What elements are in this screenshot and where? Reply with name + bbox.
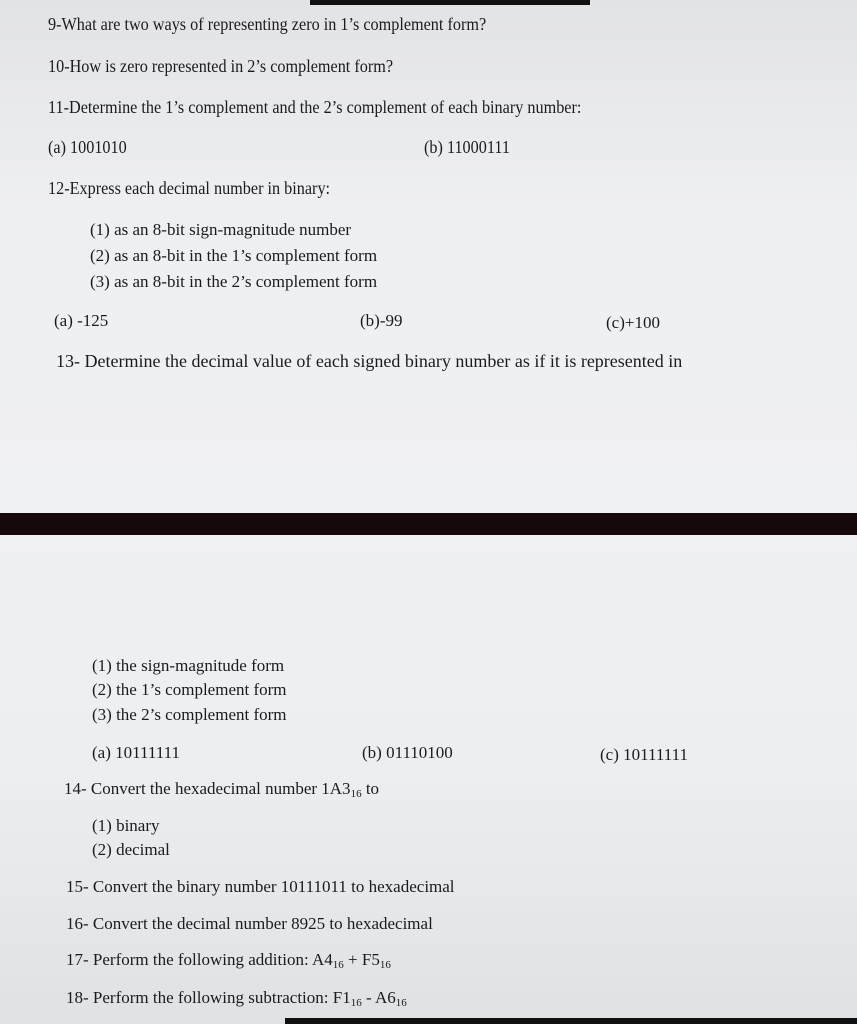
question-11-b: (b) 11000111 (424, 137, 510, 157)
question-13: 13- Determine the decimal value of each signed binary number as if it is represented in (56, 351, 683, 371)
q14-subscript: 16 (350, 788, 362, 800)
q18-subscript-1: 16 (350, 997, 362, 1009)
q14-text-end: to (361, 779, 380, 798)
question-12-item-2: (2) as an 8-bit in the 1’s complement form (90, 246, 378, 265)
screen-bottom-bar (285, 1018, 857, 1024)
question-14-item-2: (2) decimal (92, 840, 170, 859)
question-16: 16- Convert the decimal number 8925 to hexadecimal (66, 914, 433, 933)
q14-text: 14- Convert the hexadecimal number 1A3 (64, 779, 351, 798)
q18-subscript-2: 16 (395, 997, 407, 1009)
question-13-a: (a) 10111111 (92, 743, 180, 762)
q18-text: 18- Perform the following subtraction: F1 (66, 988, 351, 1007)
question-15: 15- Convert the binary number 10111011 to hexadecimal (66, 877, 455, 896)
question-12-a: (a) -125 (54, 311, 109, 330)
question-13-b: (b) 01110100 (362, 743, 453, 762)
q17-text: 17- Perform the following addition: A4 (66, 950, 333, 969)
question-13-c: (c) 10111111 (600, 745, 688, 764)
question-14-item-1: (1) binary (92, 816, 160, 835)
question-12-item-3: (3) as an 8-bit in the 2’s complement form (90, 272, 378, 291)
q17-subscript-1: 16 (332, 959, 344, 971)
question-13-item-3: (3) the 2’s complement form (92, 705, 287, 724)
page-separator-band (0, 513, 857, 535)
question-11-a: (a) 1001010 (48, 137, 127, 157)
question-18 (66, 988, 407, 1013)
q17-text-mid: + F5 (343, 950, 380, 969)
question-14 (64, 779, 379, 804)
question-12-b: (b)-99 (360, 311, 403, 330)
q17-subscript-2: 16 (379, 959, 391, 971)
question-10: 10-How is zero represented in 2’s complement form? (48, 56, 394, 76)
question-17 (66, 950, 391, 975)
screen-top-bezel (310, 0, 590, 5)
question-13-item-2: (2) the 1’s complement form (92, 680, 287, 699)
question-13-item-1: (1) the sign-magnitude form (92, 656, 285, 675)
question-12-item-1: (1) as an 8-bit sign-magnitude number (90, 220, 352, 239)
q18-text-mid: - A6 (361, 988, 396, 1007)
question-11: 11-Determine the 1’s complement and the 2’s complement of each binary number: (48, 97, 582, 117)
question-12: 12-Express each decimal number in binary: (48, 178, 331, 198)
question-9: 9-What are two ways of representing zero in 1’s complement form? (48, 14, 487, 34)
question-12-c: (c)+100 (606, 313, 660, 332)
